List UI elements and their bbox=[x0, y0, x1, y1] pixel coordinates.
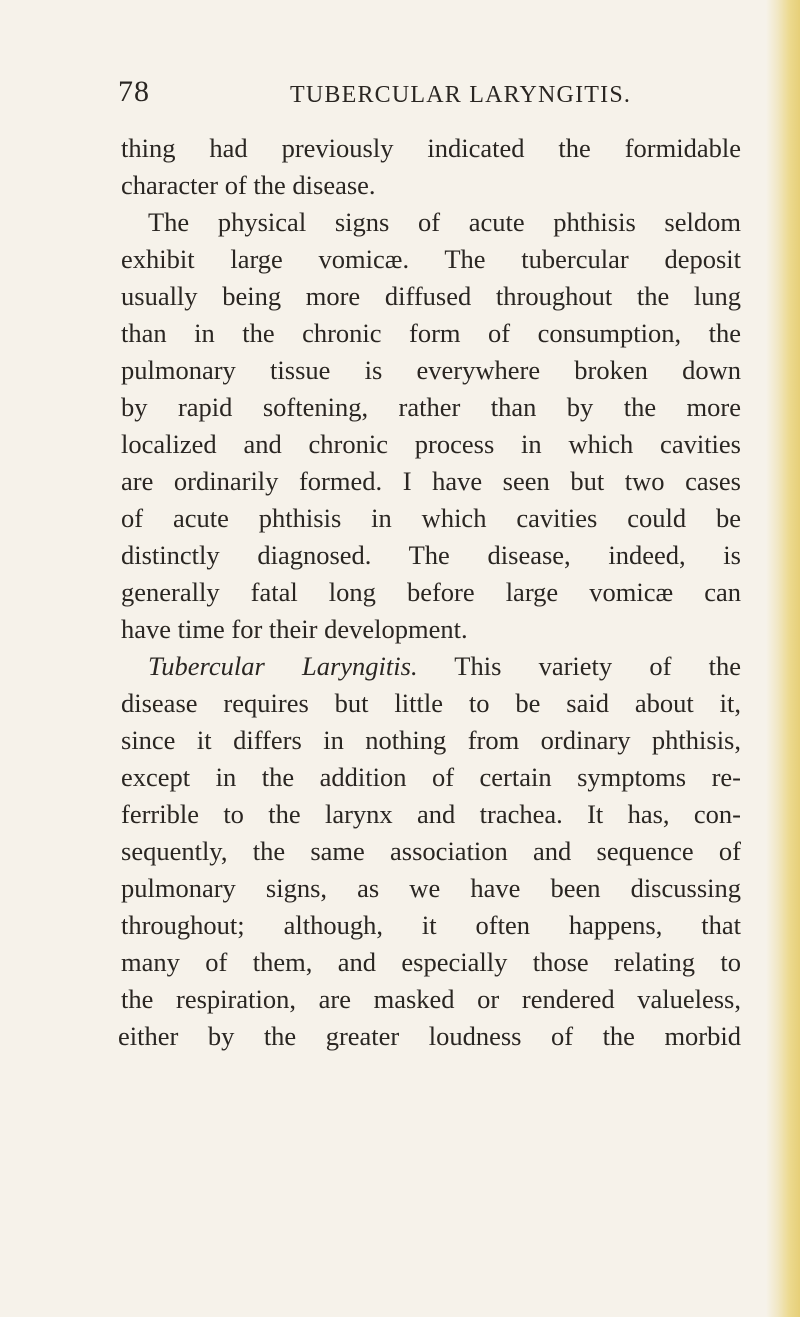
text-line: localized and chronic process in which cavities bbox=[121, 429, 741, 459]
text-line: ferrible to the larynx and trachea. It has, con- bbox=[121, 799, 741, 829]
text-line: since it differs in nothing from ordinary phthisis, bbox=[121, 725, 741, 755]
text-line: generally fatal long before large vomicæ can bbox=[121, 577, 741, 607]
text-line: of acute phthisis in which cavities could be bbox=[121, 503, 741, 533]
text-line: many of them, and especially those relating to bbox=[121, 947, 741, 977]
text-line: than in the chronic form of consumption, the bbox=[121, 318, 741, 348]
text-line: except in the addition of certain symptoms re- bbox=[121, 762, 741, 792]
text-line: either by the greater loudness of the morbid bbox=[118, 1021, 741, 1051]
text-line: throughout; although, it often happens, that bbox=[121, 910, 741, 940]
text-line: usually being more diffused throughout the lung bbox=[121, 281, 741, 311]
page-number: 78 bbox=[118, 75, 150, 108]
running-head: TUBERCULAR LARYNGITIS. bbox=[290, 82, 632, 108]
text-line: The physical signs of acute phthisis seldom bbox=[148, 207, 741, 237]
text-line: distinctly diagnosed. The disease, indeed, is bbox=[121, 540, 741, 570]
text-line: character of the disease. bbox=[121, 170, 376, 200]
text-line: pulmonary tissue is everywhere broken down bbox=[121, 355, 741, 385]
text-line: are ordinarily formed. I have seen but two cases bbox=[121, 466, 741, 496]
text-line: pulmonary signs, as we have been discussing bbox=[121, 873, 741, 903]
section-heading: Tubercular Laryngitis. bbox=[148, 651, 418, 681]
text-line: by rapid softening, rather than by the more bbox=[121, 392, 741, 422]
text-line: thing had previously indicated the formidable bbox=[121, 133, 741, 163]
page-header bbox=[118, 74, 758, 114]
text-line: sequently, the same association and sequence of bbox=[121, 836, 741, 866]
text-line-with-heading bbox=[121, 648, 741, 685]
text-line: disease requires but little to be said about it, bbox=[121, 688, 741, 718]
page-edge-tint bbox=[766, 0, 800, 1317]
text-run: This variety of the bbox=[454, 651, 741, 681]
text-line: exhibit large vomicæ. The tubercular deposit bbox=[121, 244, 741, 274]
text-line: have time for their development. bbox=[121, 614, 468, 644]
body-text bbox=[118, 130, 741, 1055]
text-line: the respiration, are masked or rendered valueless, bbox=[121, 984, 741, 1014]
